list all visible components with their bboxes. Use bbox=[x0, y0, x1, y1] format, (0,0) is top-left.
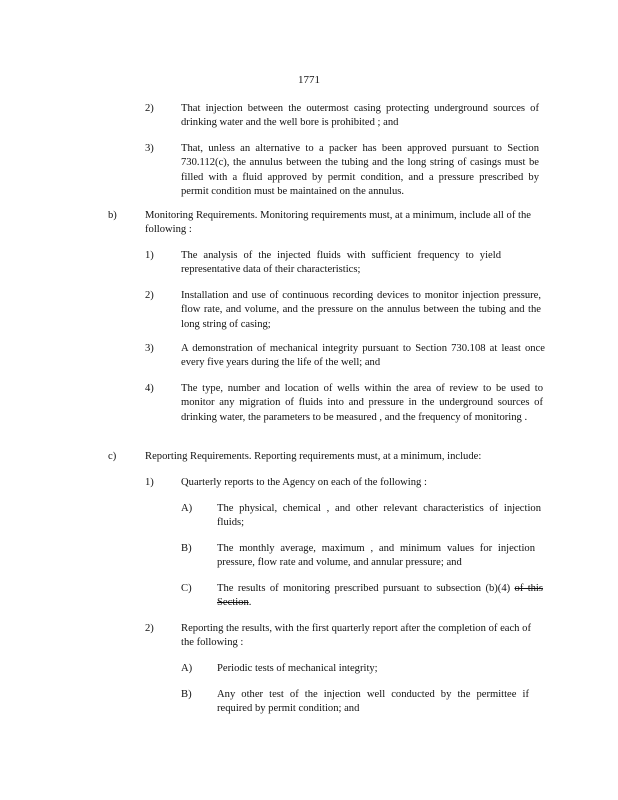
item-text: The analysis of the injected fluids with sufficient frequency to yield representative data of their characteristics; bbox=[181, 250, 501, 276]
item-label: 2) bbox=[145, 623, 154, 634]
subitem-text: The monthly average, maximum , and minimum values for injection pressure, flow rate and volume, and annular pressure; and bbox=[217, 543, 535, 569]
page-number: 1771 bbox=[298, 74, 320, 86]
item-text: The type, number and location of wells within the area of review to be used to monitor any migration of fluids into and pressure in the underground sources of drinking water, the parameters to be measured , and the frequency of monitoring . bbox=[181, 383, 543, 423]
section-text: Monitoring Requirements. Monitoring requirements must, at a minimum, include all of the following : bbox=[145, 210, 531, 236]
subitem-label: B) bbox=[181, 689, 192, 700]
item-label: 2) bbox=[145, 290, 154, 301]
item-text: Quarterly reports to the Agency on each of the following : bbox=[181, 477, 427, 488]
item-label: 2) bbox=[145, 103, 154, 114]
subitem-text: Periodic tests of mechanical integrity; bbox=[217, 663, 378, 674]
section-label: c) bbox=[108, 451, 117, 462]
deleted-text: of this Section bbox=[217, 583, 544, 609]
item-text: Installation and use of continuous recording devices to monitor injection pressure, flow rate, and volume, and the pressure on the annulus between the tubing and the long string of casing; bbox=[181, 290, 541, 330]
item-text: A demonstration of mechanical integrity pursuant to Section 730.108 at least once every five years during the life of the well; and bbox=[181, 343, 545, 369]
subitem-text-main: The results of monitoring prescribed pursuant to subsection (b)(4) bbox=[217, 583, 511, 594]
subitem-label: C) bbox=[181, 583, 192, 594]
subitem-label: B) bbox=[181, 543, 192, 554]
item-text: That injection between the outermost casing protecting underground sources of drinking water and the well bore is prohibited ; and bbox=[181, 103, 539, 129]
subitem-text bbox=[217, 582, 543, 611]
item-label: 4) bbox=[145, 383, 154, 394]
item-text: Reporting the results, with the first quarterly report after the completion of each of the following : bbox=[181, 623, 531, 649]
subitem-label: A) bbox=[181, 503, 193, 514]
subitem-text: Any other test of the injection well conducted by the permittee if required by permit condition; and bbox=[217, 689, 529, 715]
item-label: 1) bbox=[145, 250, 154, 261]
subitem-text-end: . bbox=[248, 597, 252, 609]
subitem-text: The physical, chemical , and other relevant characteristics of injection fluids; bbox=[217, 503, 541, 529]
item-label: 1) bbox=[145, 477, 154, 488]
subitem-label: A) bbox=[181, 663, 193, 674]
section-text: Reporting Requirements. Reporting requirements must, at a minimum, include: bbox=[145, 451, 482, 462]
item-label: 3) bbox=[145, 343, 154, 354]
section-label: b) bbox=[108, 210, 117, 221]
item-label: 3) bbox=[145, 143, 154, 154]
item-text: That, unless an alternative to a packer has been approved pursuant to Section 730.112(c), the annulus between the tubing and the long string of casings must be filled with a fluid approved by permit condition, and a pressure prescribed by permit condition must be maintained on the annulus. bbox=[181, 143, 539, 197]
